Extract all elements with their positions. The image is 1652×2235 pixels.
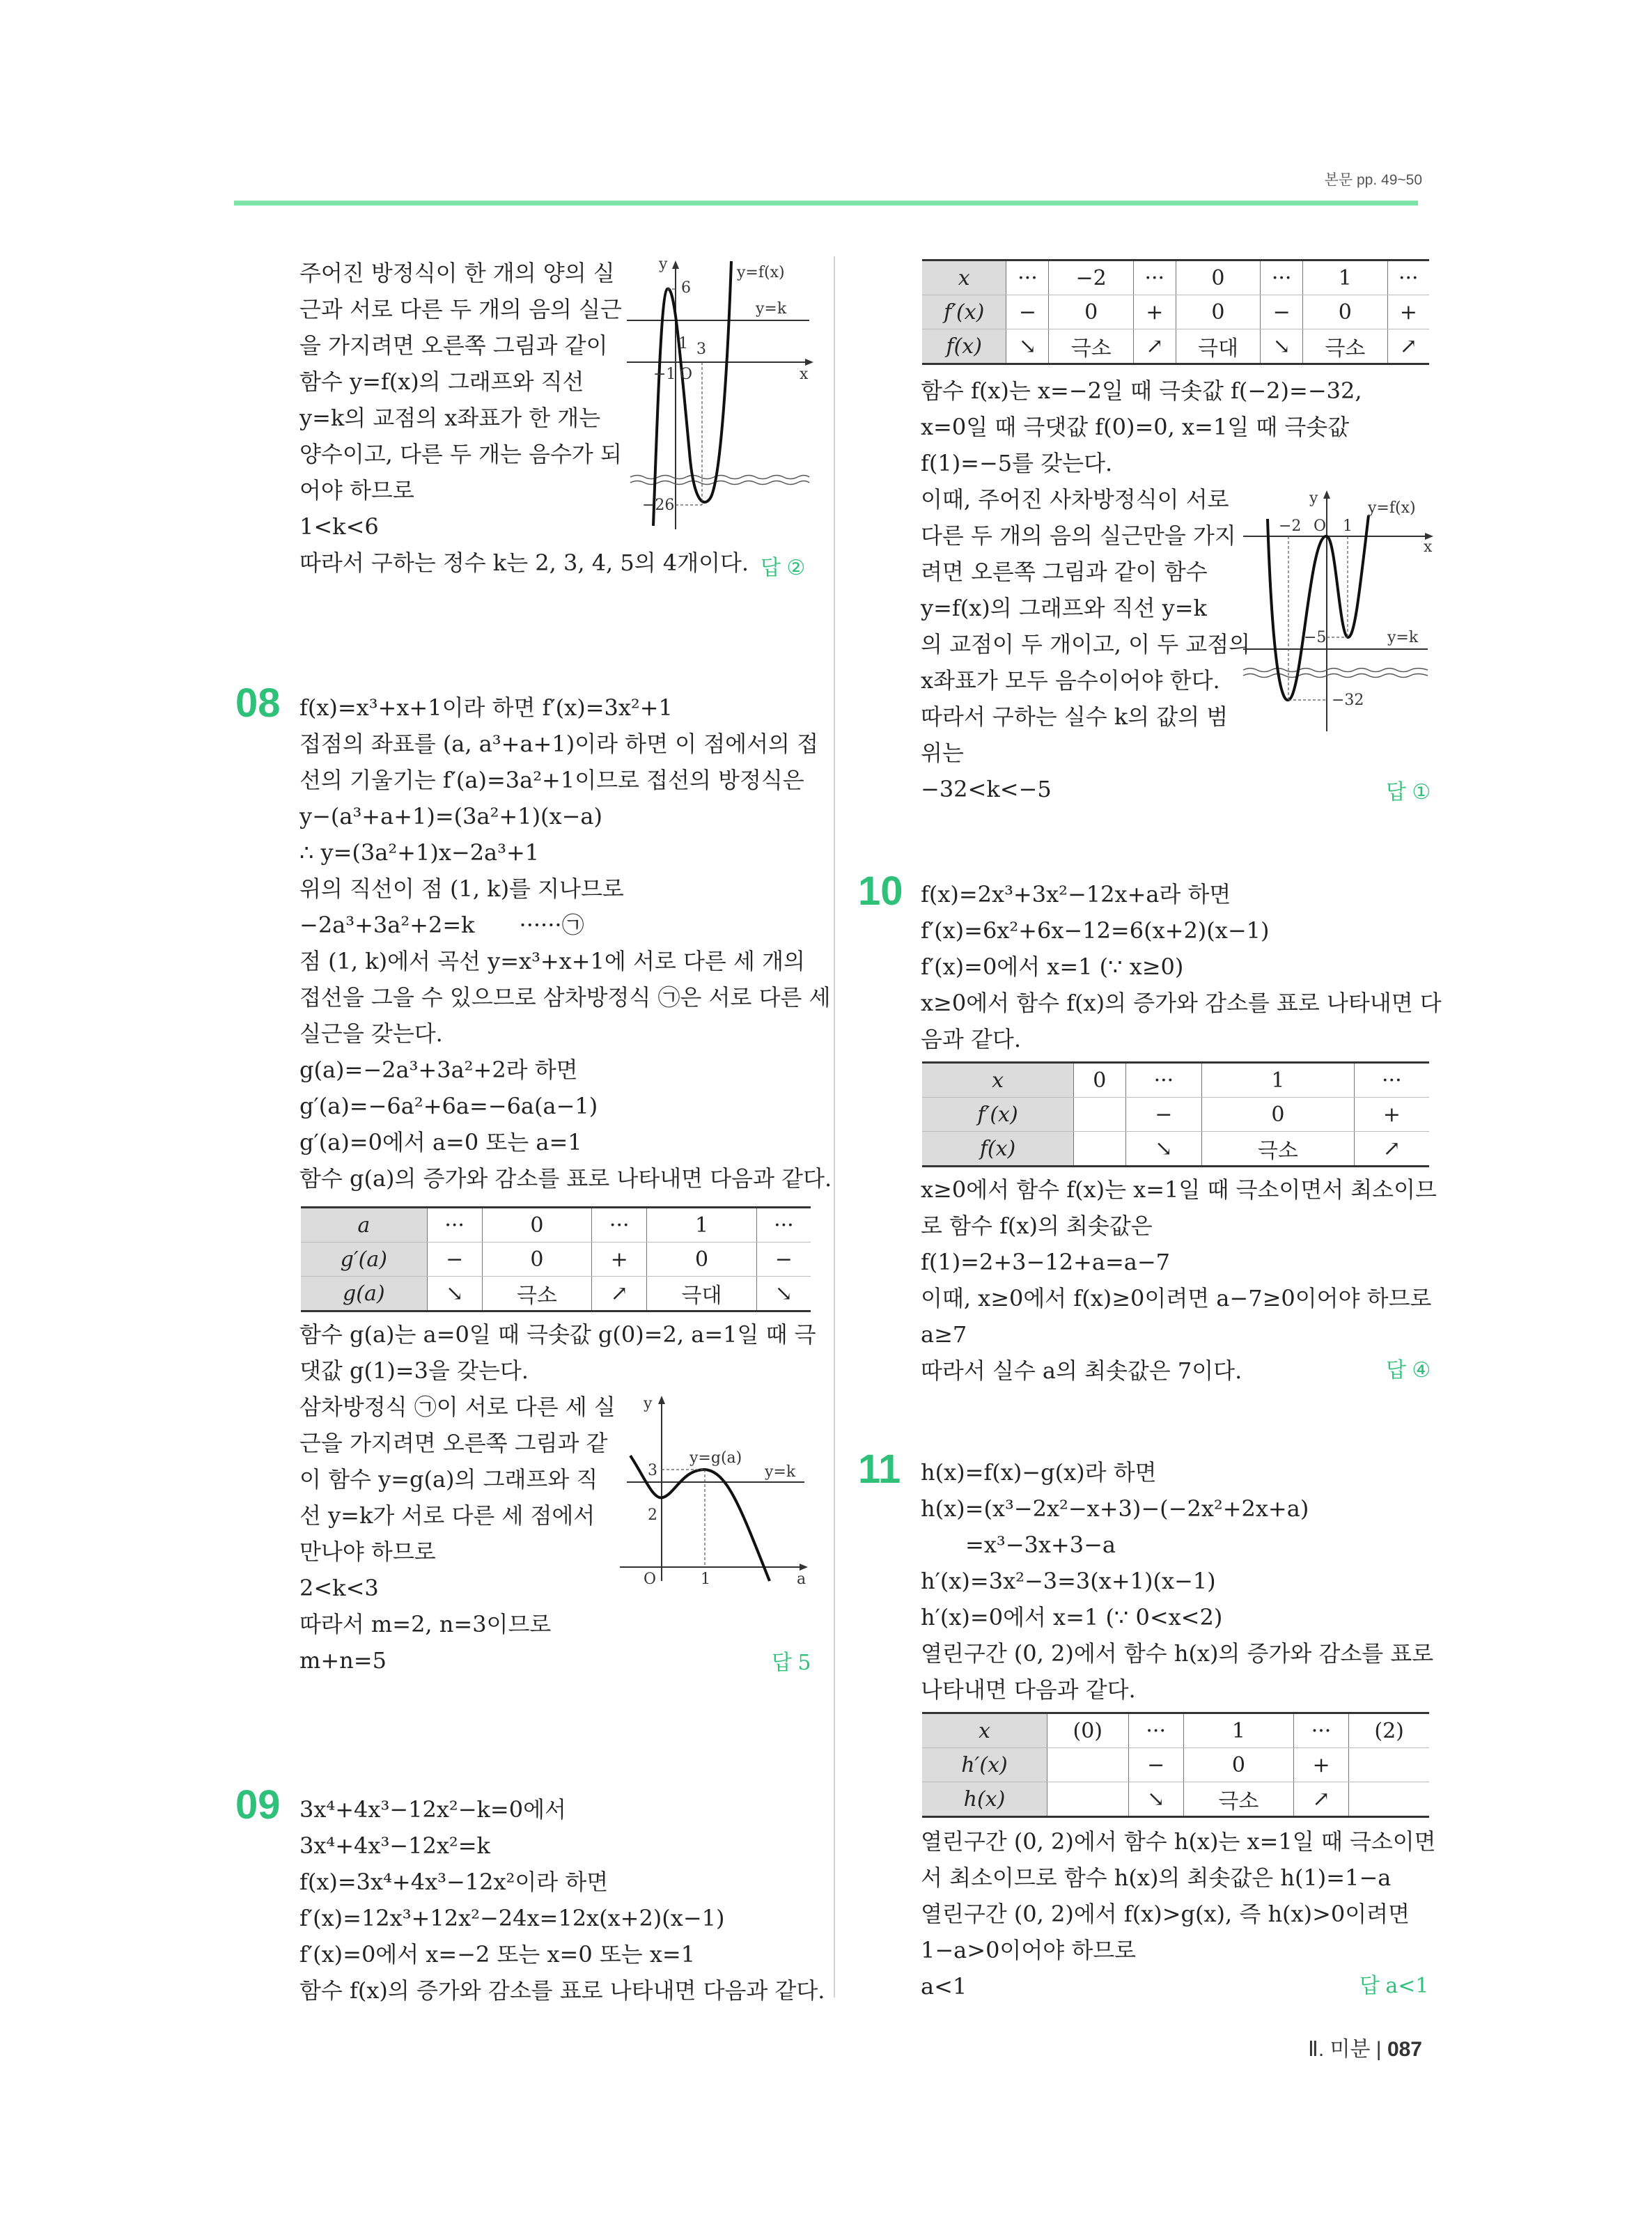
table-cell: h(x) (922, 1782, 1047, 1817)
table-row (922, 1063, 1429, 1098)
table-cell: ··· (1125, 1063, 1202, 1098)
label-one: 1 (701, 1571, 710, 1588)
table-cell: ··· (1354, 1063, 1429, 1098)
text-line: 의 교점이 두 개이고, 이 두 교점의 (921, 631, 1251, 657)
table-cell: ··· (1128, 1713, 1183, 1748)
answer-label: 답 (761, 556, 781, 579)
text-line: 음과 같다. (921, 1026, 1021, 1052)
text-line: a<1 (921, 1973, 967, 2000)
label-y: y (644, 1395, 653, 1412)
text-line: 열린구간 (0, 2)에서 함수 h(x)는 x=1일 때 극소이면 (921, 1828, 1436, 1855)
label-three: 3 (696, 341, 706, 358)
table-row (922, 329, 1429, 364)
text-line: f(x)=2x³+3x²−12x+a라 하면 (921, 881, 1231, 908)
text-line: −2a³+3a²+2=k ······㉠ (299, 912, 584, 938)
table-cell: ↘ (1128, 1782, 1183, 1817)
p11-text (921, 1454, 1433, 1708)
table-cell: ··· (1261, 260, 1303, 295)
table-cell: ··· (1133, 260, 1176, 295)
p07-answer (761, 550, 805, 581)
problem-number-09: 09 (235, 1782, 281, 1828)
table-cell: 0 (1183, 1748, 1293, 1782)
table-row (922, 1132, 1429, 1167)
table-cell: g(a) (301, 1277, 427, 1311)
table-cell: 극소 (482, 1277, 591, 1311)
table-cell: f′(x) (922, 1098, 1074, 1132)
label-y: y (1309, 490, 1318, 507)
table-cell: − (756, 1243, 811, 1277)
text-line: 다른 두 개의 음의 실근만을 가지 (921, 522, 1236, 549)
table-row (922, 1748, 1429, 1782)
text-line: h(x)=f(x)−g(x)라 하면 (921, 1459, 1157, 1486)
curve-f (653, 261, 731, 526)
label-fx: y=f(x) (1368, 499, 1416, 517)
text-line: y=k의 교점의 x좌표가 한 개는 (299, 405, 601, 431)
table-cell: 0 (1049, 295, 1133, 329)
table-cell: ↗ (592, 1277, 647, 1311)
text-line: 근과 서로 다른 두 개의 음의 실근 (299, 296, 622, 322)
table-cell: 극소 (1183, 1782, 1293, 1817)
label-minus-one: −1 (653, 366, 676, 383)
table-row (922, 1098, 1429, 1132)
text-line: 따라서 실수 a의 최솟값은 7이다. (921, 1357, 1242, 1384)
p08-text (299, 690, 832, 1197)
table-cell: a (301, 1208, 427, 1243)
table-cell: f(x) (922, 329, 1006, 364)
problem-number-10: 10 (858, 869, 903, 914)
text-line: 따라서 구하는 정수 k는 2, 3, 4, 5의 4개이다. (299, 550, 749, 576)
label-x: x (800, 366, 809, 383)
text-line: f′(x)=6x²+6x−12=6(x+2)(x−1) (921, 917, 1270, 944)
text-line: 따라서 m=2, n=3이므로 (299, 1611, 552, 1637)
table-cell: ··· (756, 1208, 811, 1243)
curve-f (1268, 515, 1369, 700)
axis-break (1243, 669, 1428, 672)
table-row (922, 1713, 1429, 1748)
text-line: 어야 하므로 (299, 477, 414, 504)
text-line: f(1)=2+3−12+a=a−7 (921, 1249, 1170, 1275)
table-cell: 0 (1074, 1063, 1125, 1098)
label-origin: O (644, 1571, 657, 1588)
table-cell: ··· (592, 1208, 647, 1243)
footer-separator: | (1376, 2038, 1382, 2061)
problem-number-08: 08 (235, 680, 281, 726)
p10-table (922, 1061, 1429, 1167)
text-line: 함수 g(a)의 증가와 감소를 표로 나타내면 다음과 같다. (299, 1165, 832, 1192)
label-three: 3 (648, 1462, 657, 1479)
text-line: m+n=5 (299, 1647, 387, 1674)
p08-answer (772, 1645, 811, 1676)
text-line: 삼차방정식 ㉠이 서로 다른 세 실 (299, 1394, 616, 1420)
table-cell: 0 (1202, 1098, 1354, 1132)
table-cell: (2) (1349, 1713, 1429, 1748)
label-x: x (1424, 538, 1433, 556)
text-line: h′(x)=3x²−3=3(x+1)(x−1) (921, 1568, 1216, 1594)
text-line: 열린구간 (0, 2)에서 함수 h(x)의 증가와 감소를 표로 (921, 1640, 1434, 1667)
text-line: g′(a)=−6a²+6a=−6a(a−1) (299, 1093, 598, 1119)
text-line: 로 함수 f(x)의 최솟값은 (921, 1213, 1153, 1239)
text-line: 함수 g(a)는 a=0일 때 극솟값 g(0)=2, a=1일 때 극 (299, 1321, 816, 1348)
text-line: f(x)=3x⁴+4x³−12x²이라 하면 (299, 1869, 609, 1895)
text-line: 서 최소이므로 함수 h(x)의 최솟값은 h(1)=1−a (921, 1864, 1392, 1891)
p08-graph (613, 1393, 815, 1588)
text-line: g(a)=−2a³+3a²+2라 하면 (299, 1057, 578, 1083)
text-line: 접점의 좌표를 (a, a³+a+1)이라 하면 이 점에서의 접 (299, 731, 818, 757)
table-cell (1047, 1782, 1128, 1817)
table-cell: 극대 (1176, 329, 1260, 364)
table-cell: + (1293, 1748, 1348, 1782)
p10-text (921, 876, 1442, 1057)
table-cell (1074, 1098, 1125, 1132)
label-a: a (797, 1571, 806, 1588)
p10-answer (1386, 1353, 1431, 1383)
text-line: 려면 오른쪽 그림과 같이 함수 (921, 559, 1208, 585)
table-cell: ↘ (427, 1277, 482, 1311)
text-line: y−(a³+a+1)=(3a²+1)(x−a) (299, 803, 602, 830)
p08-table (301, 1206, 811, 1312)
answer-label: 답 (1359, 1975, 1380, 1998)
table-cell: + (592, 1243, 647, 1277)
table-cell: g′(a) (301, 1243, 427, 1277)
y-axis-arrow (1323, 490, 1330, 499)
label-origin: O (1314, 517, 1327, 535)
table-cell: 0 (1176, 260, 1260, 295)
page-reference: 본문 pp. 49~50 (1324, 172, 1422, 188)
text-line: f′(x)=12x³+12x²−24x=12x(x+2)(x−1) (299, 1905, 725, 1931)
text-line: ∴ y=(3a²+1)x−2a³+1 (299, 839, 540, 866)
y-axis-arrow (672, 260, 679, 269)
text-line: 을 가지려면 오른쪽 그림과 같이 (299, 332, 608, 359)
table-cell: 극대 (647, 1277, 756, 1311)
table-cell: − (427, 1243, 482, 1277)
text-line: 함수 y=f(x)의 그래프와 직선 (299, 368, 584, 395)
table-cell: 0 (482, 1208, 591, 1243)
table-cell: 1 (1202, 1063, 1354, 1098)
label-ga: y=g(a) (689, 1449, 742, 1467)
table-cell: 극소 (1303, 329, 1387, 364)
table-cell: ··· (1387, 260, 1429, 295)
label-minus-26: −26 (642, 497, 675, 514)
label-minus-five: −5 (1304, 629, 1327, 646)
table-cell: ↘ (1125, 1132, 1202, 1167)
axis-break (630, 481, 809, 485)
y-axis-arrow (658, 1396, 665, 1404)
table-cell: −2 (1049, 260, 1133, 295)
text-line: 접선을 그을 수 있으므로 삼차방정식 ㉠은 서로 다른 세 (299, 984, 831, 1011)
label-k: y=k (1387, 629, 1419, 646)
p11-answer (1359, 1968, 1428, 1999)
text-line: 따라서 구하는 실수 k의 값의 범 (921, 703, 1229, 730)
table-cell (1074, 1132, 1125, 1167)
text-line: 1−a>0이어야 하므로 (921, 1937, 1137, 1963)
table-cell (1047, 1748, 1128, 1782)
table-cell: − (1006, 295, 1049, 329)
header-divider (234, 201, 1418, 205)
table-cell: x (922, 1063, 1074, 1098)
table-cell: + (1354, 1098, 1429, 1132)
answer-value: ① (1412, 780, 1431, 804)
table-cell: 0 (1176, 295, 1260, 329)
answer-value: ④ (1412, 1358, 1431, 1383)
table-cell: ↗ (1293, 1782, 1348, 1817)
table-cell: x (922, 1713, 1047, 1748)
table-cell: − (1128, 1748, 1183, 1782)
answer-value: a<1 (1385, 1974, 1429, 1998)
answer-value: ② (786, 556, 806, 580)
chapter-label: Ⅱ. 미분 (1308, 2038, 1371, 2061)
text-line: h(x)=(x³−2x²−x+3)−(−2x²+2x+a) (921, 1495, 1309, 1522)
table-cell: ↘ (756, 1277, 811, 1311)
table-cell (1349, 1748, 1429, 1782)
text-line: x=0일 때 극댓값 f(0)=0, x=1일 때 극솟값 (921, 414, 1350, 440)
answer-value: 5 (797, 1651, 811, 1675)
table-cell: h′(x) (922, 1748, 1047, 1782)
text-line: y=f(x)의 그래프와 직선 y=k (921, 595, 1207, 621)
table-cell: ↗ (1387, 329, 1429, 364)
table-cell: x (922, 260, 1006, 295)
text-line: =x³−3x+3−a (921, 1532, 1116, 1558)
text-line: a≥7 (921, 1321, 967, 1348)
table-row (301, 1243, 811, 1277)
text-line: f(x)=x³+x+1이라 하면 f′(x)=3x²+1 (299, 694, 673, 721)
text-line: 실근을 갖는다. (299, 1020, 443, 1047)
table-cell: ↘ (1006, 329, 1049, 364)
text-line: 3x⁴+4x³−12x²−k=0에서 (299, 1796, 566, 1823)
text-line: 함수 f(x)는 x=−2일 때 극솟값 f(−2)=−32, (921, 377, 1362, 404)
table-cell: + (1387, 295, 1429, 329)
p11-table (922, 1712, 1429, 1818)
axis-break (1243, 674, 1428, 678)
table-cell: 극소 (1049, 329, 1133, 364)
text-line: 근을 가지려면 오른쪽 그림과 같 (299, 1430, 608, 1456)
table-row (922, 260, 1429, 295)
table-cell: ↗ (1133, 329, 1176, 364)
text-line: 2<k<3 (299, 1575, 379, 1601)
answer-label: 답 (1386, 1359, 1406, 1382)
label-one: 1 (678, 335, 688, 352)
label-y: y (659, 258, 668, 273)
table-cell: + (1133, 295, 1176, 329)
text-line: 점 (1, k)에서 곡선 y=x³+x+1에 서로 다른 세 개의 (299, 948, 805, 974)
table-cell: 1 (1303, 260, 1387, 295)
text-line: −32<k<−5 (921, 776, 1052, 802)
answer-label: 답 (1386, 781, 1406, 804)
label-six: 6 (681, 279, 691, 297)
p09-graph (1240, 488, 1435, 731)
text-line: 선 y=k가 서로 다른 세 점에서 (299, 1502, 595, 1529)
table-row (301, 1208, 811, 1243)
table-cell: 1 (647, 1208, 756, 1243)
p09-text (299, 1791, 825, 2009)
table-cell: 1 (1183, 1713, 1293, 1748)
text-line: 위의 직선이 점 (1, k)를 지나므로 (299, 875, 624, 902)
page-footer (1308, 2032, 1422, 2062)
text-line: 함수 f(x)의 증가와 감소를 표로 나타내면 다음과 같다. (299, 1977, 825, 2004)
text-line: g′(a)=0에서 a=0 또는 a=1 (299, 1129, 582, 1155)
p11-text-2 (921, 1823, 1436, 2004)
table-cell: 0 (1303, 295, 1387, 329)
text-line: 만나야 하므로 (299, 1539, 436, 1565)
table-cell: − (1261, 295, 1303, 329)
text-line: 이때, 주어진 사차방정식이 서로 (921, 486, 1229, 513)
x-axis-arrow (805, 359, 813, 366)
label-minus-32: −32 (1332, 692, 1364, 709)
text-line: 위는 (921, 740, 964, 766)
page-number: 087 (1387, 2038, 1422, 2061)
column-divider (834, 256, 835, 1998)
table-cell: − (1125, 1098, 1202, 1132)
p09-answer (1386, 774, 1431, 805)
text-line: 3x⁴+4x³−12x²=k (299, 1832, 490, 1859)
label-one: 1 (1343, 517, 1353, 535)
table-cell: f′(x) (922, 295, 1006, 329)
table-cell: 극소 (1202, 1132, 1354, 1167)
problem-number-11: 11 (858, 1447, 901, 1492)
table-cell (1349, 1782, 1429, 1817)
text-line: f′(x)=0에서 x=1 (∵ x≥0) (921, 953, 1184, 980)
p09-table (922, 259, 1429, 365)
text-line: 이때, x≥0에서 f(x)≥0이려면 a−7≥0이어야 하므로 (921, 1285, 1432, 1311)
table-cell: ↗ (1354, 1132, 1429, 1167)
table-row (922, 295, 1429, 329)
table-cell: 0 (482, 1243, 591, 1277)
text-line: 열린구간 (0, 2)에서 f(x)>g(x), 즉 h(x)>0이려면 (921, 1901, 1410, 1927)
text-line: x좌표가 모두 음수이어야 한다. (921, 667, 1220, 694)
label-fx: y=f(x) (737, 264, 785, 281)
text-line: 선의 기울기는 f′(a)=3a²+1이므로 접선의 방정식은 (299, 767, 804, 793)
p07-graph (627, 258, 815, 529)
text-line: f′(x)=0에서 x=−2 또는 x=0 또는 x=1 (299, 1941, 696, 1968)
axis-break (630, 476, 809, 479)
x-axis-arrow (800, 1564, 808, 1571)
table-row (301, 1277, 811, 1311)
table-cell: ··· (1006, 260, 1049, 295)
table-cell: f(x) (922, 1132, 1074, 1167)
text-line: f(1)=−5를 갖는다. (921, 450, 1113, 476)
table-cell: ↘ (1261, 329, 1303, 364)
text-line: 나타내면 다음과 같다. (921, 1676, 1136, 1703)
text-line: 댓값 g(1)=3을 갖는다. (299, 1357, 529, 1384)
table-row (922, 1782, 1429, 1817)
table-cell: (0) (1047, 1713, 1128, 1748)
label-k: y=k (765, 1463, 796, 1481)
answer-label: 답 (772, 1651, 792, 1674)
text-line: x≥0에서 함수 f(x)의 증가와 감소를 표로 나타내면 다 (921, 990, 1442, 1016)
text-line: 양수이고, 다른 두 개는 음수가 되 (299, 441, 622, 467)
p10-text-2 (921, 1171, 1437, 1389)
label-k: y=k (756, 300, 787, 318)
text-line: 주어진 방정식이 한 개의 양의 실 (299, 260, 615, 286)
label-two: 2 (648, 1506, 657, 1524)
text-line: 1<k<6 (299, 513, 379, 540)
text-line: h′(x)=0에서 x=1 (∵ 0<x<2) (921, 1604, 1223, 1630)
label-minus-two: −2 (1279, 517, 1302, 535)
text-line: 이 함수 y=g(a)의 그래프와 직 (299, 1466, 598, 1493)
table-cell: ··· (427, 1208, 482, 1243)
table-cell: ··· (1293, 1713, 1348, 1748)
text-line: x≥0에서 함수 f(x)는 x=1일 때 극소이면서 최소이므 (921, 1176, 1437, 1203)
table-cell: 0 (647, 1243, 756, 1277)
label-origin: O (680, 366, 693, 383)
